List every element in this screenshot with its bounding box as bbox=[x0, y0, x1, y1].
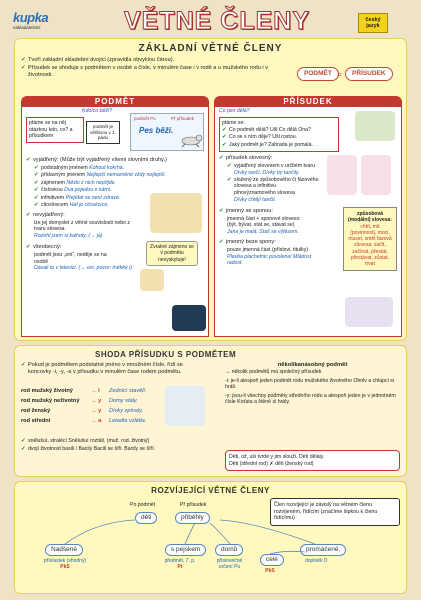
item-label: přídavným jménem bbox=[41, 172, 86, 179]
gender-cell: rod mužský neživotný bbox=[21, 397, 80, 404]
builders-illustration bbox=[165, 386, 205, 426]
expressed-heading: ✔ vyjádřený: (Může být vyjádřený všemi slovními druhy.) bbox=[26, 157, 206, 164]
subject-tag: český jazyk bbox=[358, 13, 388, 33]
subject-ask: ptáme se na něj otázkou kdo, co? a přísudkem bbox=[29, 120, 73, 139]
adverbial-code: určení Pu bbox=[218, 564, 241, 571]
running-dog-demo bbox=[130, 113, 204, 151]
object-name: předmět, 7. p. bbox=[164, 558, 196, 564]
dancer-illustration-2 bbox=[361, 155, 391, 195]
verbal-item-1: ✔ vyjádřený slovesem v určitém tvaru bbox=[227, 163, 319, 170]
agreement-title: SHODA PŘÍSUDKU S PODMĚTEM bbox=[95, 350, 237, 359]
nominal-nocopula-example: Plavba plachetnic povolena! Mládost radost. bbox=[227, 253, 312, 267]
snowman-rule: ✔ snělušuí, stralécí Snělušuí roztáli. (muž. rod. životný) bbox=[21, 438, 221, 445]
example-cell: Letadla vzlétla. bbox=[109, 417, 147, 424]
reflexive-note: Zvratné zájmeno se v podmětu nevyskytuje! bbox=[146, 241, 198, 266]
basic-title: ZÁKLADNÍ VĚTNÉ ČLENY bbox=[138, 43, 283, 54]
word-pribehly: přiběhly bbox=[175, 512, 210, 524]
word-s-pejskem: s pejskem bbox=[165, 544, 206, 556]
gender-cell: rod střední bbox=[21, 417, 51, 424]
basic-members-section bbox=[14, 38, 407, 341]
verbal-example-1: Dívky tančí. Dívky by tančily. bbox=[234, 170, 300, 177]
dancer-illustration bbox=[327, 155, 357, 195]
bacilli-rule: ✔ dvojí životnost basili / Bacily Bacili se šíři. Bacily se šíří. bbox=[21, 446, 221, 453]
header bbox=[5, 4, 416, 40]
predicate-q3: ✔ Jaký podmět je? Zahrada je pomalá. bbox=[222, 142, 336, 149]
agreement-rule: ✔ Pokud je podmětem podstatné jméno v množném čísle, řídí se koncovky -i, -y, -a v přísudku v minulém čase rodem podmětu. bbox=[21, 362, 201, 376]
attribute-label bbox=[35, 558, 95, 571]
children-note-2: Děti (střední rod) ✗ děti (ženský rod) bbox=[229, 460, 314, 467]
children-note bbox=[225, 450, 400, 471]
children-note-1: Děti, ož, uši tvrdé y jim slouží. Děti dělaly. bbox=[229, 454, 325, 460]
publisher-logo bbox=[13, 10, 71, 31]
demo-predicate-label: Př přísudek bbox=[171, 116, 195, 121]
developing-section bbox=[14, 481, 407, 594]
item-label: infinitivem bbox=[41, 194, 65, 201]
nominal-copula: (být, bývat, stát se, stávat se) bbox=[227, 222, 295, 229]
item-example: Nejlepší nemarněné vždy nejlepší. bbox=[86, 172, 166, 179]
boy-illustration bbox=[140, 269, 164, 291]
modal-verbs-list: chtít, mít (povinnost), moci, muset, smět fázová slovesa: začít, začínat, přestat, přestávat, zůstat, trvat bbox=[348, 223, 392, 267]
diagram-predicate: PŘÍSUDEK bbox=[345, 67, 393, 81]
object-code: Pt bbox=[177, 564, 183, 571]
subject-header: PODMĚT bbox=[21, 96, 209, 107]
nominal-heading: ✔ jmenný se sponou: bbox=[219, 208, 319, 215]
multiple-subject-def: → několik podmětů má společný přísudek bbox=[225, 369, 322, 376]
item-example: Haf je citoslovce. bbox=[69, 202, 109, 209]
nominal-example: Jana je malá. Staš se výtězem. bbox=[227, 228, 299, 235]
agreement-section bbox=[14, 345, 407, 477]
item-example: Nikdo z nich nepřijde. bbox=[66, 179, 116, 186]
basic-bullet-2: ✔ Přísudek se shoduje s podmětem v osobě a čísle, v minulém čase i v rodě a u mužského rodu i v životnosti. bbox=[21, 65, 271, 79]
item-label: zájmenem bbox=[41, 179, 65, 186]
publisher-caption: nakladatelství bbox=[13, 25, 41, 31]
dependency-rule-box: Člen rozvíjející je závislý na větném členu rozvíjeném, řídícím (značíme šipkou k členu řídícímu) bbox=[270, 498, 400, 526]
modal-verbs-box bbox=[343, 207, 397, 271]
complement-label: doplněk D bbox=[305, 558, 328, 564]
item-example: Dva pojedou s námi. bbox=[64, 187, 112, 194]
ending-cell: → i bbox=[91, 387, 100, 394]
attribute-name: přívlastek (shodný) bbox=[43, 558, 87, 564]
gender-cell: rod mužský životný bbox=[21, 387, 73, 394]
demo-subject-label: podmět Po bbox=[134, 116, 156, 121]
adverbial-name: příslovečné bbox=[216, 558, 243, 564]
multiple-subject-y: -y: jsou-li všechny podměty středního rodu a alespoň jeden je v jednotném čísle Koťata a štěně si hrály. bbox=[225, 392, 396, 406]
ending-cell: → y bbox=[91, 407, 102, 414]
turtle-illustration bbox=[355, 111, 395, 141]
word-nadsene: Nadšené bbox=[45, 544, 83, 556]
expressed-item-3 bbox=[34, 180, 206, 187]
modal-verbs-title: způsobová (modální) slovesa: bbox=[348, 211, 392, 224]
complement-attribute-code: PkS bbox=[265, 568, 275, 574]
expressed-item-1 bbox=[34, 165, 206, 172]
verbal-item-2: ✔ složený ze způsobového či fázového slovesa a infinitivu plnovýznamového slovesa bbox=[227, 177, 319, 197]
nominal-nocopula-text: pouze jmenná část (příslovi, titulky) bbox=[227, 247, 309, 254]
developing-title: ROZVÍJEJÍCÍ VĚTNÉ ČLENY bbox=[151, 486, 270, 495]
item-label: číslovkou bbox=[41, 187, 63, 194]
verbal-heading: ✔ přísudek slovesný: bbox=[219, 155, 319, 162]
logo-text: kupka bbox=[13, 10, 49, 25]
item-label: citoslovcem bbox=[41, 202, 69, 209]
nominal-nocopula-heading: ✔ jmenný beze spony: bbox=[219, 239, 319, 246]
predicate-column bbox=[214, 107, 402, 337]
unexpressed-example: Roztrhl jsem si kalhoty. (→ já) bbox=[34, 232, 103, 239]
subject-sign: podmět je většinou v 1. pádu bbox=[86, 121, 120, 144]
item-example: Přejídat se není zdravé. bbox=[65, 194, 121, 201]
object-label bbox=[155, 558, 205, 571]
diagram-subject: PODMĚT bbox=[297, 67, 339, 81]
basic-bullet-1: ✔ Tvoří základní skladební dvojici (zpravidla obvyklou čárou). bbox=[21, 57, 271, 64]
developing-po-label: Po podmět bbox=[130, 502, 156, 508]
predicate-ask-box bbox=[219, 117, 339, 152]
multiple-subject-title: několikanásobný podmět bbox=[277, 362, 348, 368]
verbal-example-2: Dívky chtějí tančit. bbox=[234, 197, 277, 204]
general-text: podmět jsou „oni“, neděje se na osobě bbox=[34, 252, 107, 265]
predicate-q1: ✔ Co podmět dělá? Ušl Co dělá Ona? bbox=[222, 127, 336, 134]
developing-pr-label: Př přísudek bbox=[180, 502, 207, 508]
example-cell: Zedníci stavěli. bbox=[109, 387, 147, 394]
ending-cell: → y bbox=[91, 397, 102, 404]
unexpressed-heading: ✔ nevyjádřený: bbox=[26, 212, 206, 219]
equals-icon: = bbox=[337, 70, 342, 79]
gender-cell: rod ženský bbox=[21, 407, 51, 414]
example-cell: Dívky zpívaly. bbox=[109, 407, 144, 414]
predicate-ask: ptáme se: bbox=[222, 120, 245, 126]
multiple-subject-box bbox=[225, 362, 400, 406]
man-illustration bbox=[150, 193, 202, 233]
predicate-q2: ✔ Co se s ním děje? Ušl rostou. bbox=[222, 134, 336, 141]
general-example: Dávali to v televizi. (→ oni, pozor: mékké i) bbox=[34, 265, 133, 272]
example-cell: Domy stály. bbox=[109, 397, 138, 404]
subject-column bbox=[21, 107, 209, 337]
predicate-header: PŘÍSUDEK bbox=[214, 96, 402, 107]
subject-question: Kdo/co běží? bbox=[82, 108, 113, 114]
page-title: VĚTNÉ ČLENY bbox=[123, 7, 311, 35]
subject-ask-box bbox=[26, 117, 84, 143]
word-deti: děti bbox=[135, 512, 157, 524]
item-label: podstatným jménem bbox=[41, 164, 88, 171]
multiple-subject-i: -i: je-li alespoň jeden podmět rodu mužského životného Ohniv a chlapci si hráli. bbox=[225, 377, 394, 391]
tv-illustration bbox=[172, 305, 206, 331]
unexpressed-text: lze jej domyslet z větné souvislosti nebo z tvaru slovesa bbox=[34, 219, 131, 233]
attribute-code: PkS bbox=[60, 564, 70, 571]
word-promacene: promáčené. bbox=[300, 544, 346, 556]
adverbial-label bbox=[207, 558, 252, 571]
dog-icon bbox=[179, 132, 203, 148]
expressed-item-2 bbox=[34, 172, 206, 179]
demo-sentence: Pes běží. bbox=[139, 126, 174, 135]
nominal-text: jmenná část + sponové sloveso bbox=[227, 215, 300, 222]
predicate-question: Co pes dělá? bbox=[219, 108, 250, 114]
sailboat-illustration bbox=[345, 297, 393, 327]
ending-cell: → a bbox=[91, 417, 102, 424]
word-domu: domů bbox=[215, 544, 243, 556]
word-cele: celé bbox=[260, 554, 284, 566]
general-heading: ✔ všeobecný: bbox=[26, 244, 206, 251]
item-example: Kohout kokrhá. bbox=[89, 164, 125, 171]
